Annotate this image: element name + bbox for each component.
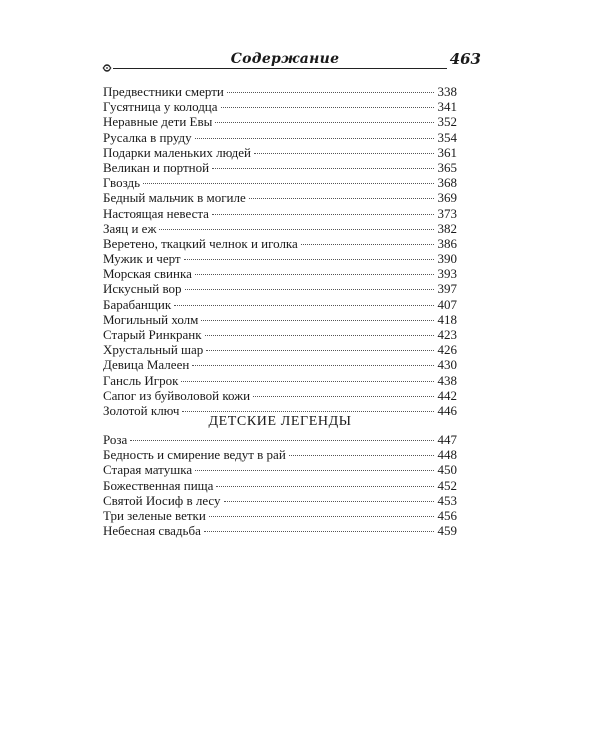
dot-leader (192, 365, 434, 366)
dot-leader (204, 531, 434, 532)
toc-entry-page: 453 (437, 492, 457, 508)
dot-leader (254, 153, 434, 154)
toc-entry-title: Сапог из буйволовой кожи (103, 387, 251, 403)
toc-entry-title: Бедность и смирение ведут в рай (103, 447, 286, 463)
toc-entry-title: Веретено, ткацкий челнок и иголка (103, 235, 298, 251)
dot-leader (221, 107, 434, 108)
toc-entry-title: Подарки маленьких людей (103, 144, 251, 160)
header-rule (113, 68, 447, 69)
toc-entry (103, 432, 457, 447)
toc-entry-title: Морская свинка (103, 266, 192, 282)
dot-leader (216, 486, 434, 487)
toc-entry (103, 190, 457, 205)
toc-entry-page: 386 (437, 235, 457, 251)
dot-leader (201, 320, 434, 321)
toc-entry-page: 448 (437, 447, 457, 463)
toc-entry-page: 354 (437, 129, 457, 145)
toc-entry (103, 130, 457, 145)
toc-entry (103, 160, 457, 175)
toc-entry-title: Могильный холм (103, 311, 199, 327)
toc-entry-page: 438 (437, 372, 457, 388)
toc-entry (103, 251, 457, 266)
toc-entry-page: 423 (437, 327, 457, 342)
toc-entry-title: Роза (103, 432, 128, 447)
dot-leader (209, 516, 434, 517)
toc-entry-title: Предвестники смерти (103, 84, 224, 99)
toc-entry-page: 459 (437, 523, 457, 539)
toc-entry (103, 327, 457, 342)
dot-leader (253, 396, 434, 397)
dot-leader (184, 259, 434, 260)
toc-entry-title: Золотой ключ (103, 402, 180, 418)
toc-entry-page: 368 (437, 175, 457, 191)
dot-leader (205, 335, 434, 336)
toc-entry-page: 397 (437, 281, 457, 297)
toc-entry-page: 407 (437, 296, 457, 312)
dot-leader (301, 244, 434, 245)
dot-leader (182, 411, 434, 412)
toc-entry (103, 175, 457, 190)
toc-entry-title: Хрустальный шар (103, 342, 204, 358)
dot-leader (224, 501, 434, 502)
toc-entry (103, 447, 457, 462)
toc-entry-page: 373 (437, 205, 457, 221)
toc-entry-page: 393 (437, 266, 457, 282)
toc-entry (103, 342, 457, 357)
dot-leader (212, 168, 434, 169)
dot-leader (249, 198, 434, 199)
toc-entry-page: 390 (437, 251, 457, 267)
toc-entry-title: Старый Ринкранк (103, 327, 202, 342)
dot-leader (227, 92, 434, 93)
dot-leader (212, 214, 434, 215)
toc-entry-page: 446 (437, 402, 457, 418)
toc-entry (103, 236, 457, 251)
toc-entry (103, 114, 457, 129)
toc-entry-title: Искусный вор (103, 281, 182, 297)
toc-entry-page: 426 (437, 342, 457, 358)
toc-entry-title: Великан и портной (103, 159, 210, 175)
toc-entry (103, 462, 457, 477)
dot-leader (215, 122, 434, 123)
dot-leader (195, 138, 434, 139)
dot-leader (206, 350, 434, 351)
toc-entry-page: 442 (437, 387, 457, 403)
toc-entry-title: Русалка в пруду (103, 129, 192, 145)
toc-entry (103, 266, 457, 281)
toc-entry-page: 382 (437, 220, 457, 236)
section-heading: ДЕТСКИЕ ЛЕГЕНДЫ (208, 414, 352, 429)
dot-leader (130, 440, 434, 441)
dot-leader (143, 183, 434, 184)
running-header (101, 50, 481, 76)
toc-entry-page: 341 (437, 99, 457, 115)
toc-entry (103, 373, 457, 388)
page-header-title: Содержание (230, 51, 340, 67)
toc-entry (103, 523, 457, 538)
dot-leader (181, 381, 434, 382)
dot-leader (185, 289, 434, 290)
toc-entry-title: Небесная свадьба (103, 523, 201, 539)
toc-entry (103, 388, 457, 403)
toc-entry-page: 450 (437, 462, 457, 478)
toc-entry-title: Три зеленые ветки (103, 507, 206, 523)
toc-entry-page: 338 (437, 84, 457, 99)
dot-leader (159, 229, 434, 230)
toc-entry-page: 352 (437, 114, 457, 130)
toc-entry-title: Бедный мальчик в могиле (103, 190, 246, 206)
toc-list (103, 84, 457, 418)
dot-leader (289, 455, 434, 456)
toc-entry-page: 456 (437, 507, 457, 523)
toc-entry (103, 145, 457, 160)
toc-entry (103, 221, 457, 236)
toc-entry-title: Настоящая невеста (103, 205, 209, 221)
dot-leader (195, 470, 434, 471)
toc-entry (103, 281, 457, 296)
toc-entry-page: 369 (437, 190, 457, 206)
toc-entry-title: Гвоздь (103, 175, 141, 191)
toc-entry (103, 357, 457, 372)
toc-entry (103, 297, 457, 312)
toc-entry (103, 478, 457, 493)
toc-entry-title: Барабанщик (103, 296, 172, 312)
page-number: 463 (449, 50, 481, 68)
toc-entry-page: 418 (437, 311, 457, 327)
toc-entry-title: Святой Иосиф в лесу (103, 492, 221, 508)
toc-entry-page: 365 (437, 159, 457, 175)
toc-entry-title: Гусятница у колодца (103, 99, 218, 115)
toc-entry-title: Девица Малеен (103, 357, 190, 373)
dot-leader (195, 274, 434, 275)
toc-entry (103, 312, 457, 327)
section-toc-list (103, 432, 457, 538)
toc-entry (103, 99, 457, 114)
toc-entry-title: Божественная пища (103, 477, 214, 493)
toc-entry-title: Старая матушка (103, 462, 193, 478)
dot-leader (174, 305, 434, 306)
toc-entry-page: 447 (437, 432, 457, 447)
toc-entry-page: 452 (437, 477, 457, 493)
toc-entry-title: Неравные дети Евы (103, 114, 213, 130)
toc-entry-page: 430 (437, 357, 457, 373)
toc-entry (103, 84, 457, 99)
toc-entry-page: 361 (437, 144, 457, 160)
toc-entry-title: Заяц и еж (103, 220, 157, 236)
toc-entry-title: Мужик и черт (103, 251, 181, 267)
toc-entry-title: Гансль Игрок (103, 372, 179, 388)
toc-entry (103, 508, 457, 523)
toc-entry (103, 206, 457, 221)
toc-entry (103, 493, 457, 508)
